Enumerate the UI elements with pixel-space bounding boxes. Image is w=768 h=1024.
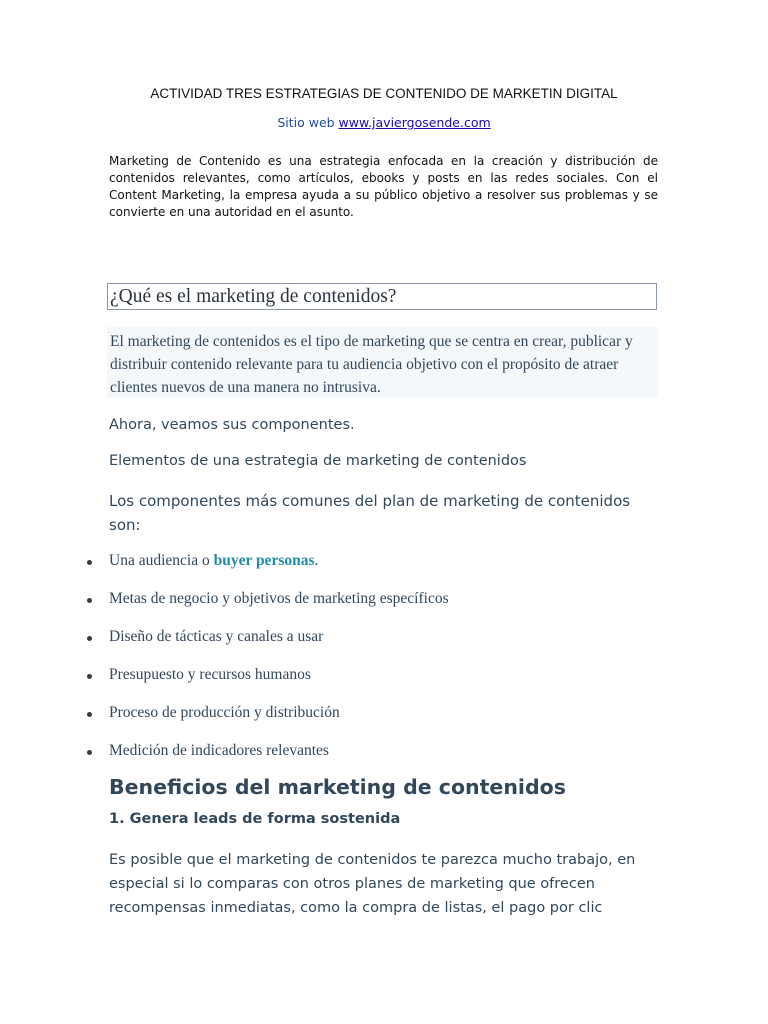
document-title: ACTIVIDAD TRES ESTRATEGIAS DE CONTENIDO DE MARKETIN DIGITAL [150,86,618,101]
website-label: Sitio web [277,115,339,130]
bullet-icon [87,636,92,641]
bullet-icon [87,712,92,717]
bullet-icon [87,560,92,565]
bullet-icon [87,750,92,755]
benefit-paragraph: Es posible que el marketing de contenidos te parezca mucho trabajo, en especial si lo comparas con otros planes de marketing que ofrecen recompensas inmediatas, como la compra de listas, el pago por clic [109,852,636,916]
website-link[interactable]: www.javiergosende.com [338,115,491,130]
definition-text: El marketing de contenidos es el tipo de marketing que se centra en crear, publicar y distribuir contenido relevante para tu audiencia objetivo con el propósito de atraer clientes nuevos de una manera no intrusiva. [110,333,633,396]
list-item-text: Presupuesto y recursos humanos [109,666,311,683]
section-heading-what-is: ¿Qué es el marketing de contenidos? [110,286,397,307]
section-heading-box [107,283,657,310]
components-list-intro: Los componentes más comunes del plan de marketing de contenidos son: [109,492,631,534]
components-intro-text: Ahora, veamos sus componentes. [109,417,355,433]
list-item-text: Medición de indicadores relevantes [109,742,329,759]
bullet-icon [87,674,92,679]
benefit-subheading: 1. Genera leads de forma sostenida [109,811,401,827]
list-item-text: Metas de negocio y objetivos de marketing específicos [109,590,449,607]
intro-paragraph: Marketing de Contenido es una estrategia enfocada en la creación y distribución de contenidos relevantes, como artículos, ebooks y posts en las redes sociales. Con el Content Marketing, la empresa ayuda a su público objetivo a resolver sus problemas y se convierte en una autoridad en el asunto. [109,154,658,219]
list-item-text: Proceso de producción y distribución [109,704,340,721]
list-item-text: Diseño de tácticas y canales a usar [109,628,324,645]
strategy-elements-heading: Elementos de una estrategia de marketing de contenidos [109,453,527,469]
bullet-icon [87,598,92,603]
benefits-heading: Beneficios del marketing de contenidos [109,775,566,799]
website-line [0,115,768,130]
list-item-text: Una audiencia o [109,552,214,569]
definition-blockquote [107,327,658,398]
buyer-personas-link[interactable]: buyer personas [213,552,315,569]
list-item-suffix: . [314,552,319,569]
